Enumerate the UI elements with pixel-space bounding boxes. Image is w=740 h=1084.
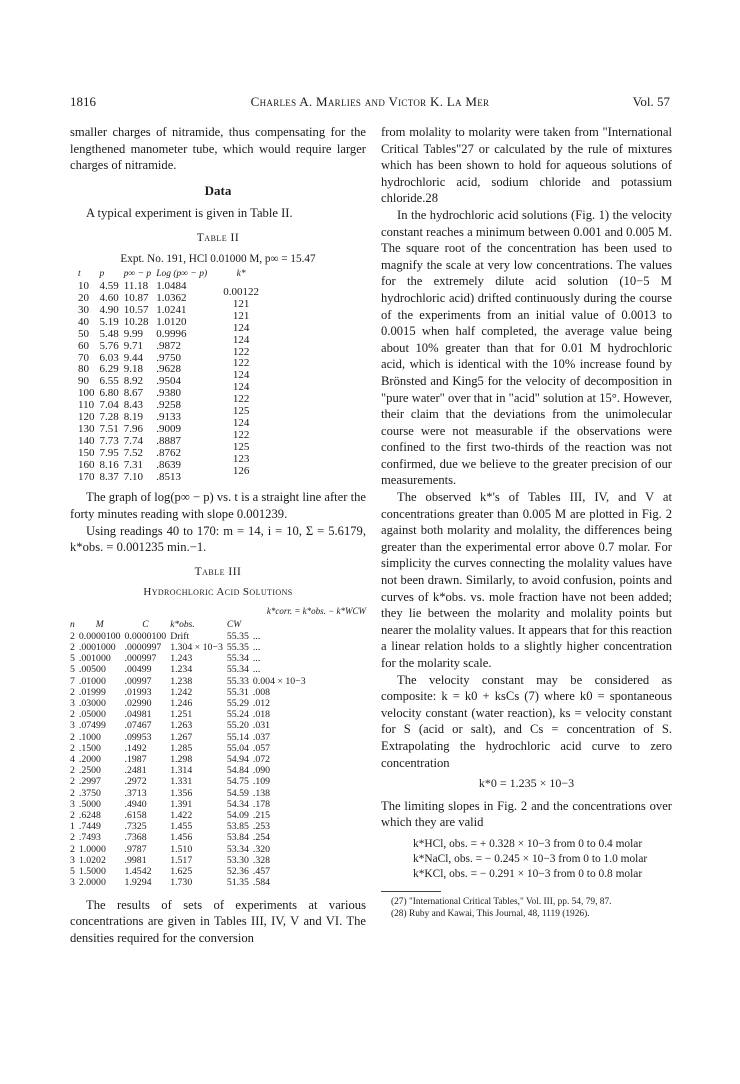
table2-cell: 7.28 (99, 411, 119, 424)
table2-cell: 70 (78, 351, 89, 364)
table3-cell: 2 (70, 742, 75, 754)
table3-header-cell: M (95, 619, 104, 630)
table3-cell: 54.34 (226, 798, 249, 810)
table2-cell: 10.28 (123, 315, 149, 328)
table3-row (70, 821, 310, 832)
table3-cell: 54.09 (226, 810, 249, 822)
table3-cell: 2 (70, 686, 75, 698)
limit-kcl: k*KCl, obs. = − 0.291 × 10−3 from 0 to 0.8 molar (413, 867, 643, 880)
table3-row (70, 664, 310, 675)
table3-cell: 1.331 (170, 776, 193, 788)
table3-cell: .328 (252, 854, 271, 866)
table3-cell: 55.34 (226, 664, 249, 676)
table3-cell: .1987 (124, 754, 147, 766)
table3-cell: .09953 (124, 731, 152, 743)
table2-cell: .8639 (156, 458, 181, 471)
table2-cell: 4.60 (99, 291, 119, 304)
table2-cell: 170 (78, 470, 95, 483)
table3-cell: 4 (70, 754, 75, 766)
table2-cell: 5.19 (99, 315, 119, 328)
footnote-28: (28) Ruby and Kawai, This Journal, 48, 1119 (1926). (391, 909, 590, 920)
table3-cell: .2972 (124, 776, 147, 788)
table3-row (70, 844, 310, 855)
table2-cell: 9.71 (123, 339, 143, 352)
table3-cell: 3 (70, 854, 75, 866)
table3-cell: 54.84 (226, 765, 249, 777)
table3-cell: .7368 (124, 832, 147, 844)
table2-cell: 60 (78, 339, 89, 352)
table3-cell: .03000 (78, 698, 106, 710)
table3-cell: .01000 (78, 675, 106, 687)
table3-cell: .109 (252, 776, 271, 788)
table2-k-value: 0.00122 (223, 285, 259, 298)
table3-row (70, 732, 310, 743)
table3-cell: .1492 (124, 742, 147, 754)
table3-row (70, 866, 310, 877)
table2-caption: Table II (196, 231, 240, 244)
table3-cell: .3713 (124, 787, 147, 799)
table3-cell: .9981 (124, 854, 147, 866)
table2-cell: 160 (78, 458, 95, 471)
table2-header-cell: t (78, 269, 81, 280)
table3-cell: Drift (170, 630, 190, 642)
table3-cell: 55.31 (226, 686, 249, 698)
table3-row (70, 877, 310, 888)
table2-cell: 5.76 (99, 339, 119, 352)
table2-k-value: 122 (232, 428, 250, 441)
table2-cell: 10 (78, 280, 89, 293)
table3-row (70, 642, 310, 653)
table3-row (70, 720, 310, 731)
table2-cell: 130 (78, 422, 95, 435)
table3-row (70, 832, 310, 843)
table2-header-cell: p (99, 269, 105, 280)
table2-cell: .9133 (156, 411, 181, 424)
table2-cell: 8.92 (123, 375, 143, 388)
table3-cell: 1.625 (170, 866, 193, 878)
table3-cell: 1.4542 (124, 866, 152, 878)
running-title: Charles A. Marlies and Victor K. La Mer (250, 94, 490, 109)
table3 (70, 620, 310, 889)
table3-cell: 51.35 (226, 877, 249, 889)
table3-cell: ... (252, 630, 261, 642)
paragraph-typical-experiment: A typical experiment is given in Table II. (86, 206, 293, 221)
table3-cell: .320 (252, 843, 271, 855)
table3-row (70, 653, 310, 664)
table3-cell: 2 (70, 731, 75, 743)
table2-cell: 4.90 (99, 303, 119, 316)
table3-cell: .584 (252, 877, 271, 889)
table3-cell: 5 (70, 653, 75, 665)
table2-cell: 8.19 (123, 411, 143, 424)
table2-cell: 7.95 (99, 446, 119, 459)
table3-cell: 55.20 (226, 720, 249, 732)
table3-cell: .000997 (124, 653, 157, 665)
table2-k-value: 124 (232, 321, 250, 334)
table3-cell: 2 (70, 709, 75, 721)
table3-cell: 1.0000 (78, 843, 106, 855)
table2-k-value: 123 (232, 452, 250, 465)
table3-cell: 1.5000 (78, 866, 106, 878)
table3-cell: 1.242 (170, 686, 193, 698)
table3-cell: 7 (70, 675, 75, 687)
table3-cell: 2 (70, 642, 75, 654)
equation-k0: k*0 = 1.235 × 10−3 (478, 776, 575, 791)
table3-row (70, 754, 310, 765)
table3-cell: 1.246 (170, 698, 193, 710)
table3-cell: 1.0202 (78, 854, 106, 866)
table2-k-value: 122 (232, 393, 250, 406)
table3-cell: .01993 (124, 686, 152, 698)
table3-cell: .7325 (124, 821, 147, 833)
limit-nacl: k*NaCl, obs. = − 0.245 × 10−3 from 0 to 1.0 molar (413, 852, 648, 865)
table3-cell: 1.455 (170, 821, 193, 833)
table3-cell: 55.34 (226, 653, 249, 665)
table3-cell: 53.85 (226, 821, 249, 833)
table3-cell: 1.238 (170, 675, 193, 687)
table3-cell: 54.59 (226, 787, 249, 799)
table3-cell: 1.730 (170, 877, 193, 889)
table2-cell: 7.51 (99, 422, 119, 435)
table2-cell: 10.87 (123, 291, 149, 304)
table2-cell: 0.9996 (156, 327, 187, 340)
table2-cell: 120 (78, 411, 95, 424)
table2-cell: 140 (78, 434, 95, 447)
table3-cell: .02990 (124, 698, 152, 710)
table3-cell: .4940 (124, 798, 147, 810)
table3-cell: .3750 (78, 787, 101, 799)
paragraph-results: The results of sets of experiments at various concentrations are given in Tables III, IV, V and VI. The densities required for the conversion (70, 897, 366, 945)
table2-cell: 9.44 (123, 351, 143, 364)
table3-cell: 0.004 × 10−3 (252, 675, 306, 687)
table2-cell: 90 (78, 375, 89, 388)
section-heading-data: Data (204, 182, 232, 198)
table3-header-row (70, 620, 310, 631)
table3-cell: 1.285 (170, 742, 193, 754)
table2-cell: 7.31 (123, 458, 143, 471)
table2-cell: 9.99 (123, 327, 143, 340)
table3-cell: ... (252, 664, 261, 676)
table3-cell: 1.510 (170, 843, 193, 855)
table3-cell: .5000 (78, 798, 101, 810)
table3-cell: .04981 (124, 709, 152, 721)
table3-cell: 55.35 (226, 642, 249, 654)
table3-cell: 54.75 (226, 776, 249, 788)
table3-cell: .031 (252, 720, 271, 732)
table3-cell: .2481 (124, 765, 147, 777)
table2-cell: 7.96 (123, 422, 143, 435)
table3-caption: Table III (194, 565, 242, 578)
table3-cell: 1.243 (170, 653, 193, 665)
table2-k-value: 125 (232, 440, 250, 453)
table2-cell: 7.04 (99, 399, 119, 412)
table3-cell: .072 (252, 754, 271, 766)
table3-corr-header: k*corr. = k*obs. − k*WCW (266, 606, 366, 617)
table3-cell: .012 (252, 698, 271, 710)
table2-cell: 100 (78, 387, 95, 400)
table3-cell: 1 (70, 821, 75, 833)
table2-k-value: 121 (232, 297, 250, 310)
table2-cell: 80 (78, 363, 89, 376)
table3-cell: .254 (252, 832, 271, 844)
table2-k-value: 126 (232, 464, 250, 477)
table3-cell: 53.34 (226, 843, 249, 855)
table2-cell: 9.18 (123, 363, 143, 376)
table2-cell: 8.67 (123, 387, 143, 400)
table2-cell: 110 (78, 399, 95, 412)
table3-cell: 1.251 (170, 709, 193, 721)
table2-cell: .8513 (156, 470, 181, 483)
table3-cell: 2 (70, 810, 75, 822)
table3-cell: .2000 (78, 754, 101, 766)
table3-cell: .7449 (78, 821, 101, 833)
table2-cell: 8.43 (123, 399, 143, 412)
table3-cell: .1500 (78, 742, 101, 754)
running-header (70, 94, 670, 114)
table2-cell: 40 (78, 315, 89, 328)
table2-cell: .9380 (156, 387, 181, 400)
table3-row (70, 631, 310, 642)
table3-cell: 1.456 (170, 832, 193, 844)
table3-cell: 5 (70, 664, 75, 676)
right-column (381, 124, 672, 920)
table2-cell: 7.73 (99, 434, 119, 447)
table2-k-value: 122 (232, 345, 250, 358)
table2-cell: 30 (78, 303, 89, 316)
table2-cell: 6.03 (99, 351, 119, 364)
table3-cell: 54.94 (226, 754, 249, 766)
table2-k-value: 124 (232, 381, 250, 394)
paragraph-velocity-constant: The velocity constant may be considered as composite: k = k0 + ksCs (7) where k0 = spontaneous velocity constant (water reaction), ks = velocity constant for S (acid or salt), and Cs = concentration of S. Extrapolating the hydrochloric acid curve to zero concentration (381, 672, 672, 770)
table3-cell: 2 (70, 765, 75, 777)
table2-cell: 5.48 (99, 327, 119, 340)
table2-k-cell (212, 464, 275, 484)
limit-hcl: k*HCl, obs. = + 0.328 × 10−3 from 0 to 0.4 molar (413, 837, 643, 850)
table3-row (70, 765, 310, 776)
table3-cell: 55.29 (226, 698, 249, 710)
table3-header-cell (253, 620, 310, 631)
table3-cell: .253 (252, 821, 271, 833)
table3-cell: 53.84 (226, 832, 249, 844)
table3-cell: 55.04 (226, 742, 249, 754)
table2-cell: 4.59 (99, 280, 119, 293)
table3-cell: 55.33 (226, 675, 249, 687)
table3-cell: 1.314 (170, 765, 193, 777)
table2-cell: 7.74 (123, 434, 143, 447)
table3-cell: 1.234 (170, 664, 193, 676)
table3-cell: 3 (70, 877, 75, 889)
table3-cell: .001000 (78, 653, 111, 665)
table2-header-cell: Log (p∞ − p) (156, 269, 208, 280)
paragraph-observed-k: The observed k*'s of Tables III, IV, and V at concentrations greater than 0.005 M are plotted in Fig. 2 against both molarity and molality, the differences being greater than the experimental error above 0.7 molar. For simplicity the curves connecting the molality values have not been drawn. Similarly, to avoid confusion, points and curves of k*obs. vs. mole fraction have not been added; they lie between the molarity and molality points but nearer the molality values. It appears that for this reaction a linear relation holds to a slightly higher concentration for the molarity scale. (381, 490, 672, 670)
table3-cell: .2997 (78, 776, 101, 788)
table3-cell: 1.267 (170, 731, 193, 743)
table3-cell: 1.298 (170, 754, 193, 766)
table3-row (70, 810, 310, 821)
table2-cell: 1.0484 (156, 280, 187, 293)
table3-cell: 2 (70, 787, 75, 799)
table3-cell: 55.24 (226, 709, 249, 721)
table2-cell: 6.80 (99, 387, 119, 400)
table3-cell: .00997 (124, 675, 152, 687)
paragraph-hcl-solutions: In the hydrochloric acid solutions (Fig. 1) the velocity constant reaches a minimum between 0.001 and 0.005 M. The square root of the concentration has been used to magnify the scale at very low concentrations. The values for the extremely dilute acid solution (10−5 M hydrochloric acid) drifted continuously during the course of the experiments from an initial value of 0.0013 to 0.0015 when half completed, the average value being about 10% greater than that for 0.01 M hydrochloric acid, which is identical with the 10% increase found by Brönsted and King5 for the velocity of decomposition in "pure water" over that in "acid" solution at 15°. However, their claim that the deviations from the unimolecular course were not measurable if the observations were confined to the first two-thirds of the reaction was not confirmed, due we believe to the greater precision of our measurements. (381, 207, 672, 488)
table3-cell: 0.0000100 (124, 630, 167, 642)
table3-row (70, 687, 310, 698)
table2-row (78, 472, 275, 484)
table2-cell: 1.0241 (156, 303, 187, 316)
table3-cell: .9787 (124, 843, 147, 855)
table3-cell: .07499 (78, 720, 106, 732)
paragraph-molality: from molality to molarity were taken from "International Critical Tables"27 or calculated by the rule of mixtures which has been shown to hold for aqueous solutions of hydrochloric acid, sodium chloride and potassium chloride.28 (381, 125, 672, 206)
table3-cell: 3 (70, 720, 75, 732)
table2-cell: .9872 (156, 339, 181, 352)
table3-cell: 1.356 (170, 787, 193, 799)
table3-cell: .2500 (78, 765, 101, 777)
table3-row (70, 698, 310, 709)
table3-row (70, 709, 310, 720)
table2-cell: 8.16 (99, 458, 119, 471)
table3-cell: ... (252, 653, 261, 665)
table3-cell: 0.0000100 (78, 630, 121, 642)
table2-header-cell: k* (236, 269, 246, 280)
table3-cell: 55.35 (226, 630, 249, 642)
table2-cell: 10.57 (123, 303, 149, 316)
paragraph-graph-log: The graph of log(p∞ − p) vs. t is a straight line after the forty minutes reading with slope 0.001239. (70, 490, 366, 522)
table3-cell: .057 (252, 742, 271, 754)
table2-cell: .8887 (156, 434, 181, 447)
table3-cell: .008 (252, 686, 271, 698)
table3-cell: .07467 (124, 720, 152, 732)
table3-cell: .457 (252, 866, 271, 878)
table3-header-cell: CW (226, 619, 242, 630)
table3-cell: .0000997 (124, 642, 162, 654)
table3-cell: .00500 (78, 664, 106, 676)
table3-cell: .215 (252, 810, 271, 822)
table2-cell: .9009 (156, 422, 181, 435)
table3-cell: 3 (70, 798, 75, 810)
table3-cell: 1.263 (170, 720, 193, 732)
table3-header-cell: C (142, 619, 149, 630)
table3-cell: .090 (252, 765, 271, 777)
table3-cell: .05000 (78, 709, 106, 721)
table2-k-value: 122 (232, 357, 250, 370)
table2-k-value: 124 (232, 369, 250, 382)
table2-cell: 6.55 (99, 375, 119, 388)
paragraph-limiting-slopes: The limiting slopes in Fig. 2 and the concentrations over which they are valid (381, 798, 672, 830)
footnote-27: (27) "International Critical Tables," Vol. III, pp. 54, 79, 87. (391, 897, 612, 908)
table3-cell: .7493 (78, 832, 101, 844)
table3-cell: .0001000 (78, 642, 116, 654)
paragraph-nitramide: smaller charges of nitramide, thus compensating for the lengthened manometer tube, which would require larger charges of nitramide. (70, 125, 366, 173)
table2-cell: 150 (78, 446, 95, 459)
table2-cell: 1.0120 (156, 315, 187, 328)
table3-cell: .1000 (78, 731, 101, 743)
table3-cell: ... (252, 642, 261, 654)
table2-cell: 6.29 (99, 363, 119, 376)
table3-row (70, 855, 310, 866)
table2-header-cell: p∞ − p (123, 269, 152, 280)
table2 (78, 269, 275, 483)
table2-cell: 1.0362 (156, 291, 187, 304)
table3-row (70, 676, 310, 687)
footnote-rule (381, 891, 441, 892)
table3-cell: 5 (70, 866, 75, 878)
table3-cell: .018 (252, 709, 271, 721)
table3-header-cell: n (70, 619, 75, 630)
table2-cell: 50 (78, 327, 89, 340)
table3-cell: 2 (70, 776, 75, 788)
paragraph-readings: Using readings 40 to 170: m = 14, i = 10, Σ = 5.6179, k*obs. = 0.001235 min.−1. (70, 523, 366, 555)
table3-cell: .01999 (78, 686, 106, 698)
table3-cell: 55.14 (226, 731, 249, 743)
volume-label: Vol. 57 (632, 94, 670, 109)
table3-row (70, 743, 310, 754)
table3-cell: 1.304 × 10−3 (170, 642, 223, 654)
page-number: 1816 (70, 94, 96, 109)
table2-k-value: 124 (232, 333, 250, 346)
left-column (70, 124, 366, 946)
table3-cell: .178 (252, 798, 271, 810)
table2-k-value: 125 (232, 405, 250, 418)
table2-cell: 11.18 (123, 280, 149, 293)
table3-cell: 1.422 (170, 810, 193, 822)
table3-row (70, 799, 310, 810)
table3-header-cell: k*obs. (170, 619, 195, 630)
table3-cell: 2 (70, 832, 75, 844)
table3-cell: 2 (70, 630, 75, 642)
table3-cell: 2 (70, 843, 75, 855)
table3-cell: 2.0000 (78, 877, 106, 889)
table3-cell: 1.517 (170, 854, 193, 866)
limiting-slopes-list (413, 837, 672, 881)
table2-cell: 7.10 (123, 470, 143, 483)
table3-cell: 1.391 (170, 798, 193, 810)
table3-row (70, 788, 310, 799)
table3-cell: .6248 (78, 810, 101, 822)
table3-cell: .037 (252, 731, 271, 743)
table3-cell: 53.30 (226, 854, 249, 866)
table2-k-value: 121 (232, 309, 250, 322)
table3-subtitle: Hydrochloric Acid Solutions (143, 586, 293, 599)
table2-cell: .8762 (156, 446, 181, 459)
table3-cell: .00499 (124, 664, 152, 676)
table3-cell: .6158 (124, 810, 147, 822)
table2-cell: .9504 (156, 375, 181, 388)
table2-cell: .9628 (156, 363, 181, 376)
table3-cell: .138 (252, 787, 271, 799)
table2-subtitle: Expt. No. 191, HCl 0.01000 M, p∞ = 15.47 (120, 252, 316, 265)
table3-cell: 3 (70, 698, 75, 710)
table2-cell: 8.37 (99, 470, 119, 483)
table3-cell: 52.36 (226, 866, 249, 878)
table2-cell: 7.52 (123, 446, 143, 459)
table2-cell: 20 (78, 291, 89, 304)
table2-cell: .9258 (156, 399, 181, 412)
table2-cell: .9750 (156, 351, 181, 364)
table2-k-value: 124 (232, 416, 250, 429)
table3-row (70, 776, 310, 787)
table3-cell: 1.9294 (124, 877, 152, 889)
